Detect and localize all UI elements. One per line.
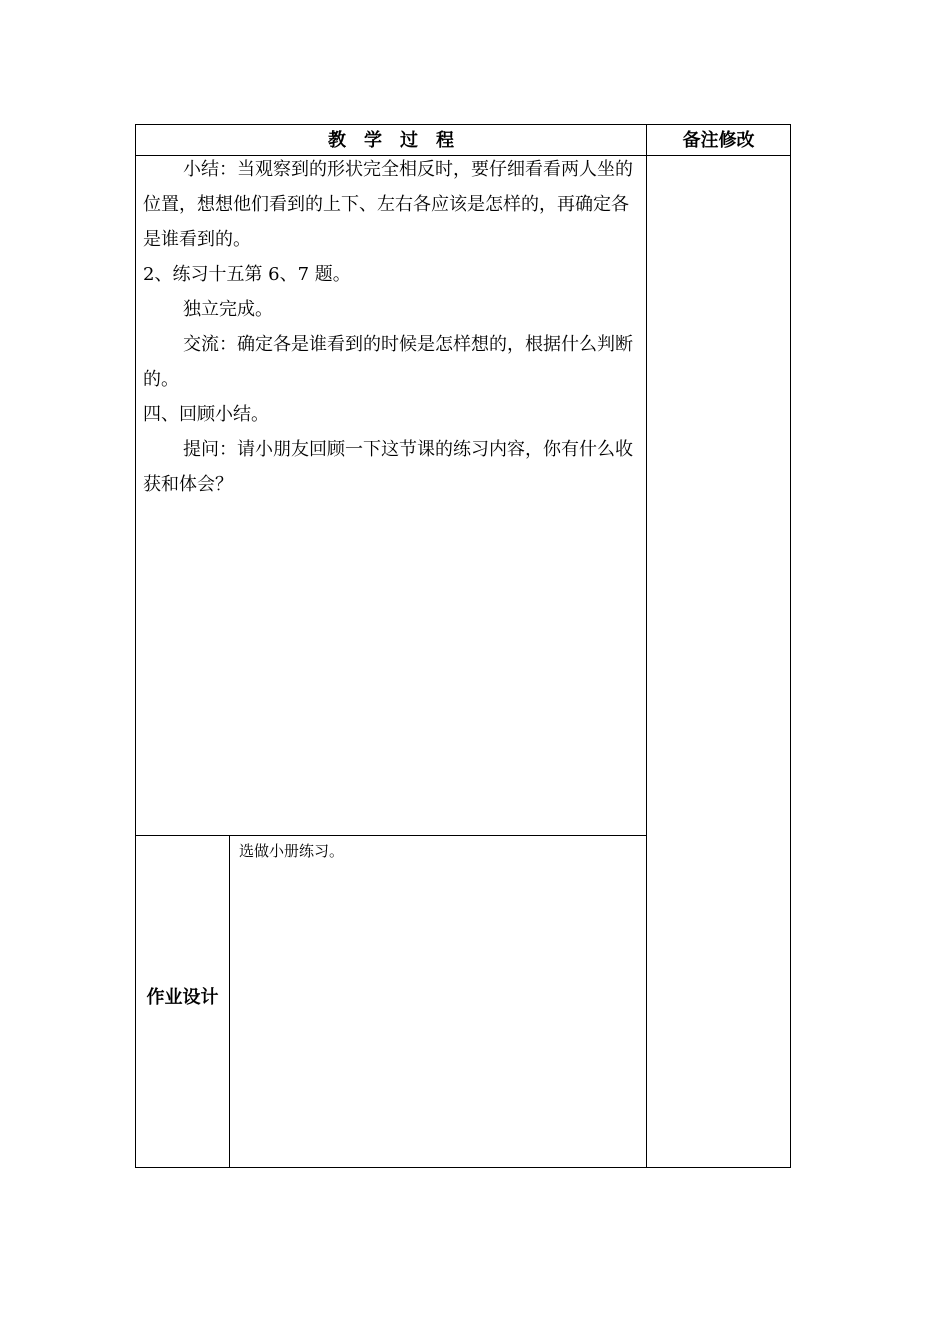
notes-column-divider: [646, 124, 647, 1168]
header-teaching-process: 教 学 过 程: [328, 130, 454, 151]
paragraph-exercise: 2、练习十五第 6、7 题。: [143, 264, 351, 285]
homework-content: 选做小册练习。: [239, 842, 345, 860]
paragraph-question: 提问：请小朋友回顾一下这节课的练习内容，你有什么收获和体会？: [143, 439, 633, 495]
paragraph-discussion: 交流：确定各是谁看到的时候是怎样想的，根据什么判断的。: [143, 334, 633, 390]
paragraph-review-heading: 四、回顾小结。: [143, 404, 269, 425]
teaching-process-content: [143, 152, 639, 502]
table-border-bottom: [135, 1167, 791, 1168]
header-notes: 备注修改: [682, 130, 755, 151]
table-border-top: [135, 124, 791, 125]
paragraph-independent: 独立完成。: [183, 299, 273, 320]
homework-label-divider: [229, 835, 230, 1168]
homework-label: 作业设计: [146, 987, 219, 1008]
table-border-right: [790, 124, 791, 1168]
homework-divider: [135, 835, 647, 836]
paragraph-summary: 小结：当观察到的形状完全相反时，要仔细看看两人坐的位置，想想他们看到的上下、左右各应该是怎样的，再确定各是谁看到的。: [143, 159, 633, 250]
